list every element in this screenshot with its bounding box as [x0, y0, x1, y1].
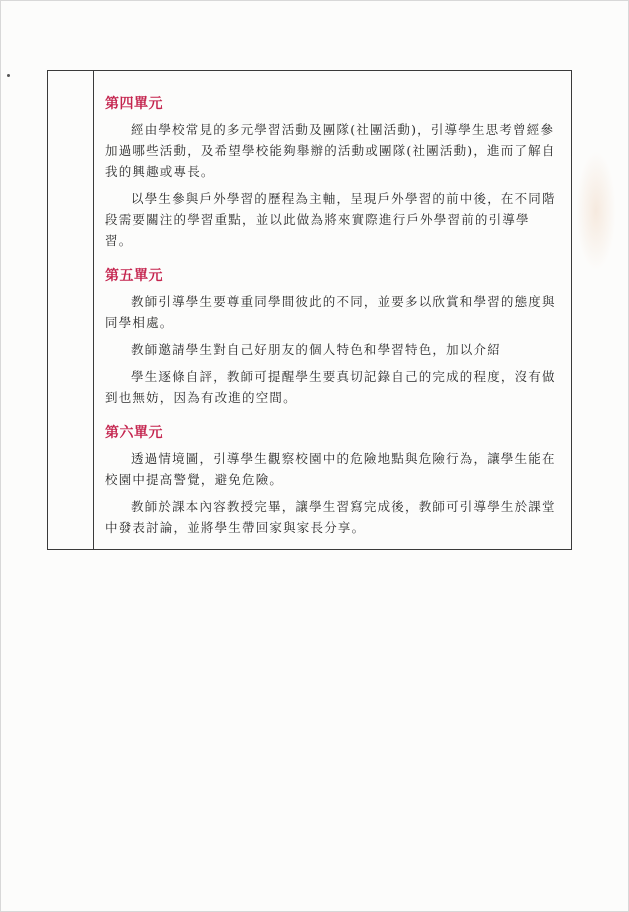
unit-paragraph: 經由學校常見的多元學習活動及團隊(社團活動)，引導學生思考曾經參加過哪些活動，及希望學校能夠舉辦的活動或團隊(社團活動)，進而了解自我的興趣或專長。: [105, 122, 556, 179]
unit-paragraph: 教師於課本內容教授完畢，讓學生習寫完成後，教師可引導學生於課堂中發表討論，並將學生帶回家與家長分享。: [105, 499, 556, 535]
unit-paragraph: 透過情境圖，引導學生觀察校園中的危險地點與危險行為，讓學生能在校園中提高警覺，避免危險。: [105, 451, 556, 487]
unit-paragraph: 學生逐條自評，教師可提醒學生要真切記錄自己的完成的程度，沒有做到也無妨，因為有改進的空間。: [105, 369, 556, 405]
paper-stain: [576, 151, 616, 271]
unit-title: 第四單元: [105, 96, 163, 112]
unit-paragraph: 教師引導學生要尊重同學間彼此的不同，並要多以欣賞和學習的態度與同學相處。: [105, 294, 556, 330]
unit-title: 第五單元: [105, 268, 163, 284]
table-content-cell: [105, 95, 557, 554]
unit-section-4: [105, 95, 557, 251]
scan-speck: [7, 74, 10, 77]
unit-paragraph: 以學生參與戶外學習的歷程為主軸，呈現戶外學習的前中後，在不同階段需要關注的學習重點，並以此做為將來實際進行戶外學習前的引導學習。: [105, 191, 556, 248]
unit-paragraph: 教師邀請學生對自己好朋友的個人特色和學習特色，加以介紹: [131, 342, 501, 357]
unit-section-5: [105, 267, 557, 408]
table-left-column: [48, 71, 94, 549]
unit-title: 第六單元: [105, 425, 163, 441]
unit-section-6: [105, 424, 557, 538]
lesson-table: [47, 70, 572, 550]
